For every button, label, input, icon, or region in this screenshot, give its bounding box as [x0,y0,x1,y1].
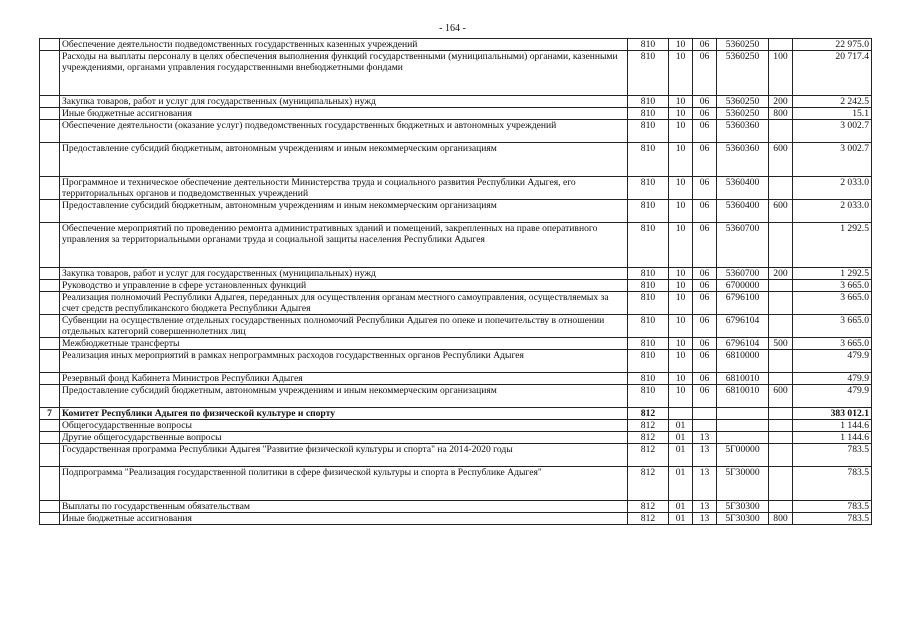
row-csr: 6810010 [717,373,769,385]
row-pr: 06 [693,120,717,143]
row-number [40,315,60,338]
row-pr: 06 [693,373,717,385]
row-rz: 10 [669,96,693,108]
row-number [40,501,60,513]
table-row [40,268,872,280]
row-number [40,120,60,143]
row-name: Обеспечение деятельности подведомственных государственных казенных учреждений [60,39,628,51]
table-row [40,51,872,96]
row-pr: 06 [693,280,717,292]
row-csr [717,408,769,420]
row-number [40,108,60,120]
row-csr: 5360400 [717,177,769,200]
row-vr: 800 [769,513,793,525]
row-csr: 5360360 [717,143,769,177]
row-csr: 5360700 [717,223,769,268]
row-sum: 20 717.4 [793,51,872,96]
row-vr [769,120,793,143]
row-rz: 10 [669,292,693,315]
page-number: - 164 - [439,23,466,34]
row-ved: 810 [628,292,669,315]
table-row [40,385,872,408]
row-rz: 01 [669,420,693,432]
row-rz: 01 [669,432,693,444]
row-ved: 810 [628,315,669,338]
row-csr: 5Г30000 [717,467,769,501]
row-rz: 10 [669,39,693,51]
row-sum: 479.9 [793,373,872,385]
row-csr: 5360250 [717,96,769,108]
row-name: Закупка товаров, работ и услуг для государственных (муниципальных) нужд [60,96,628,108]
row-vr [769,292,793,315]
row-csr: 6810010 [717,385,769,408]
row-sum: 783.5 [793,513,872,525]
row-number [40,444,60,467]
row-csr: 5360700 [717,268,769,280]
row-name: Предоставление субсидий бюджетным, автономным учреждениям и иным некоммерческим организациям [60,385,628,408]
row-ved: 810 [628,120,669,143]
row-vr: 600 [769,143,793,177]
row-sum: 3 665.0 [793,338,872,350]
row-name: Резервный фонд Кабинета Министров Республики Адыгея [60,373,628,385]
row-vr [769,408,793,420]
row-number [40,385,60,408]
budget-table [39,38,872,525]
row-ved: 810 [628,268,669,280]
table-row [40,420,872,432]
row-pr: 06 [693,96,717,108]
row-number [40,96,60,108]
row-number [40,200,60,223]
row-vr [769,350,793,373]
row-ved: 810 [628,96,669,108]
row-sum: 1 144.6 [793,432,872,444]
row-sum: 1 292.5 [793,223,872,268]
row-rz: 10 [669,51,693,96]
row-ved: 810 [628,223,669,268]
row-ved: 810 [628,280,669,292]
row-pr: 06 [693,268,717,280]
row-pr: 06 [693,350,717,373]
table-row [40,96,872,108]
row-csr: 5360400 [717,200,769,223]
row-pr: 06 [693,338,717,350]
row-ved: 812 [628,432,669,444]
row-rz: 10 [669,223,693,268]
row-csr [717,420,769,432]
row-vr: 200 [769,268,793,280]
row-rz: 10 [669,338,693,350]
row-sum: 783.5 [793,501,872,513]
row-number [40,177,60,200]
row-sum: 3 665.0 [793,292,872,315]
row-name: Комитет Республики Адыгея по физической культуре и спорту [60,408,628,420]
row-pr: 06 [693,385,717,408]
row-sum: 2 033.0 [793,200,872,223]
row-rz: 10 [669,143,693,177]
row-rz: 01 [669,501,693,513]
row-rz: 01 [669,444,693,467]
row-name: Государственная программа Республики Адыгея "Развитие физической культуры и спорта" на 2014-2020 годы [60,444,628,467]
table-row [40,408,872,420]
row-csr: 6796104 [717,315,769,338]
row-rz: 10 [669,373,693,385]
row-pr: 06 [693,39,717,51]
row-vr: 500 [769,338,793,350]
row-rz: 10 [669,120,693,143]
row-sum: 783.5 [793,444,872,467]
table-row [40,350,872,373]
row-name: Подпрограмма "Реализация государственной политики в сфере физической культуры и спорта в Республике Адыгея" [60,467,628,501]
row-pr: 13 [693,513,717,525]
table-row [40,444,872,467]
table-row [40,200,872,223]
row-rz: 01 [669,513,693,525]
row-name: Расходы на выплаты персоналу в целях обеспечения выполнения функций государственными (муниципальными) органами, казенными учреждениями, органами управления государственными внебюджетными фондами [60,51,628,96]
row-name: Выплаты по государственным обязательствам [60,501,628,513]
table-row [40,432,872,444]
row-number [40,373,60,385]
row-vr [769,373,793,385]
row-csr [717,432,769,444]
row-name: Общегосударственные вопросы [60,420,628,432]
row-pr: 06 [693,177,717,200]
row-rz [669,408,693,420]
row-number [40,513,60,525]
row-vr: 800 [769,108,793,120]
table-row [40,338,872,350]
row-pr: 13 [693,444,717,467]
row-vr: 100 [769,51,793,96]
row-vr: 600 [769,200,793,223]
row-pr: 13 [693,432,717,444]
row-vr [769,39,793,51]
row-ved: 810 [628,143,669,177]
row-pr: 06 [693,223,717,268]
row-sum: 479.9 [793,350,872,373]
row-name: Предоставление субсидий бюджетным, автономным учреждениям и иным некоммерческим организациям [60,200,628,223]
row-pr: 13 [693,467,717,501]
row-rz: 01 [669,467,693,501]
table-row [40,143,872,177]
row-number [40,51,60,96]
row-pr: 06 [693,143,717,177]
table-row [40,120,872,143]
row-number: 7 [40,408,60,420]
row-sum: 22 975.0 [793,39,872,51]
row-csr: 6796104 [717,338,769,350]
row-rz: 10 [669,200,693,223]
row-vr [769,467,793,501]
row-number [40,338,60,350]
row-number [40,39,60,51]
row-pr: 06 [693,200,717,223]
row-csr: 6796100 [717,292,769,315]
row-ved: 810 [628,338,669,350]
table-row [40,467,872,501]
row-sum: 15.1 [793,108,872,120]
row-name: Руководство и управление в сфере установленных функций [60,280,628,292]
table-row [40,373,872,385]
row-name: Иные бюджетные ассигнования [60,513,628,525]
row-vr [769,444,793,467]
row-number [40,223,60,268]
row-ved: 812 [628,420,669,432]
row-ved: 812 [628,501,669,513]
row-name: Иные бюджетные ассигнования [60,108,628,120]
row-sum: 1 292.5 [793,268,872,280]
row-vr [769,280,793,292]
row-rz: 10 [669,350,693,373]
row-vr [769,501,793,513]
row-pr: 06 [693,108,717,120]
table-row [40,280,872,292]
row-name: Реализация полномочий Республики Адыгея, переданных для осуществления органам местного самоуправления, осуществляемых за счет средств республиканского бюджета Республики Адыгея [60,292,628,315]
row-pr [693,420,717,432]
row-csr: 5360250 [717,51,769,96]
table-row [40,108,872,120]
table-row [40,513,872,525]
row-name: Обеспечение мероприятий по проведению ремонта административных зданий и помещений, закрепленных на праве оперативного управления за территориальными органами труда и социальной защиты населения Республики Адыгея [60,223,628,268]
row-rz: 10 [669,385,693,408]
row-csr: 6810000 [717,350,769,373]
row-ved: 810 [628,373,669,385]
row-pr [693,408,717,420]
row-ved: 812 [628,513,669,525]
row-name: Обеспечение деятельности (оказание услуг) подведомственных государственных бюджетных и автономных учреждений [60,120,628,143]
row-name: Межбюджетные трансферты [60,338,628,350]
row-csr: 5Г30300 [717,501,769,513]
row-csr: 5Г00000 [717,444,769,467]
row-vr [769,223,793,268]
row-csr: 5360360 [717,120,769,143]
row-sum: 3 002.7 [793,143,872,177]
table-row [40,223,872,268]
row-number [40,292,60,315]
row-ved: 810 [628,200,669,223]
row-number [40,280,60,292]
row-ved: 812 [628,467,669,501]
row-name: Предоставление субсидий бюджетным, автономным учреждениям и иным некоммерческим организациям [60,143,628,177]
row-pr: 06 [693,292,717,315]
row-ved: 810 [628,177,669,200]
table-row [40,177,872,200]
row-vr [769,315,793,338]
row-csr: 6700000 [717,280,769,292]
row-rz: 10 [669,315,693,338]
row-number [40,350,60,373]
row-number [40,420,60,432]
row-csr: 5Г30300 [717,513,769,525]
row-vr [769,432,793,444]
row-csr: 5360250 [717,108,769,120]
row-rz: 10 [669,268,693,280]
row-rz: 10 [669,280,693,292]
table-row [40,501,872,513]
table-row [40,315,872,338]
table-row [40,292,872,315]
row-name: Реализация иных мероприятий в рамках непрограммных расходов государственных органов Республики Адыгея [60,350,628,373]
row-sum: 3 002.7 [793,120,872,143]
row-vr: 600 [769,385,793,408]
row-rz: 10 [669,177,693,200]
row-name: Закупка товаров, работ и услуг для государственных (муниципальных) нужд [60,268,628,280]
row-vr [769,420,793,432]
row-vr: 200 [769,96,793,108]
row-sum: 383 012.1 [793,408,872,420]
row-name: Программное и техническое обеспечение деятельности Министерства труда и социального развития Республики Адыгея, его территориальных органов и подведомственных учреждений [60,177,628,200]
row-rz: 10 [669,108,693,120]
row-name: Субвенции на осуществление отдельных государственных полномочий Республики Адыгея по опеке и попечительству в отношении отдельных категорий совершеннолетних лиц [60,315,628,338]
table-row [40,39,872,51]
row-sum: 2 242.5 [793,96,872,108]
row-sum: 3 665.0 [793,315,872,338]
row-ved: 810 [628,108,669,120]
row-sum: 3 665.0 [793,280,872,292]
budget-table-body [40,39,872,525]
row-pr: 06 [693,51,717,96]
row-ved: 810 [628,385,669,408]
row-ved: 812 [628,444,669,467]
row-sum: 1 144.6 [793,420,872,432]
row-pr: 06 [693,315,717,338]
row-number [40,268,60,280]
row-sum: 2 033.0 [793,177,872,200]
row-number [40,467,60,501]
row-vr [769,177,793,200]
row-number [40,432,60,444]
row-sum: 783.5 [793,467,872,501]
row-ved: 812 [628,408,669,420]
row-pr: 13 [693,501,717,513]
row-ved: 810 [628,51,669,96]
row-sum: 479.9 [793,385,872,408]
row-number [40,143,60,177]
row-csr: 5360250 [717,39,769,51]
row-ved: 810 [628,39,669,51]
row-ved: 810 [628,350,669,373]
row-name: Другие общегосударственные вопросы [60,432,628,444]
